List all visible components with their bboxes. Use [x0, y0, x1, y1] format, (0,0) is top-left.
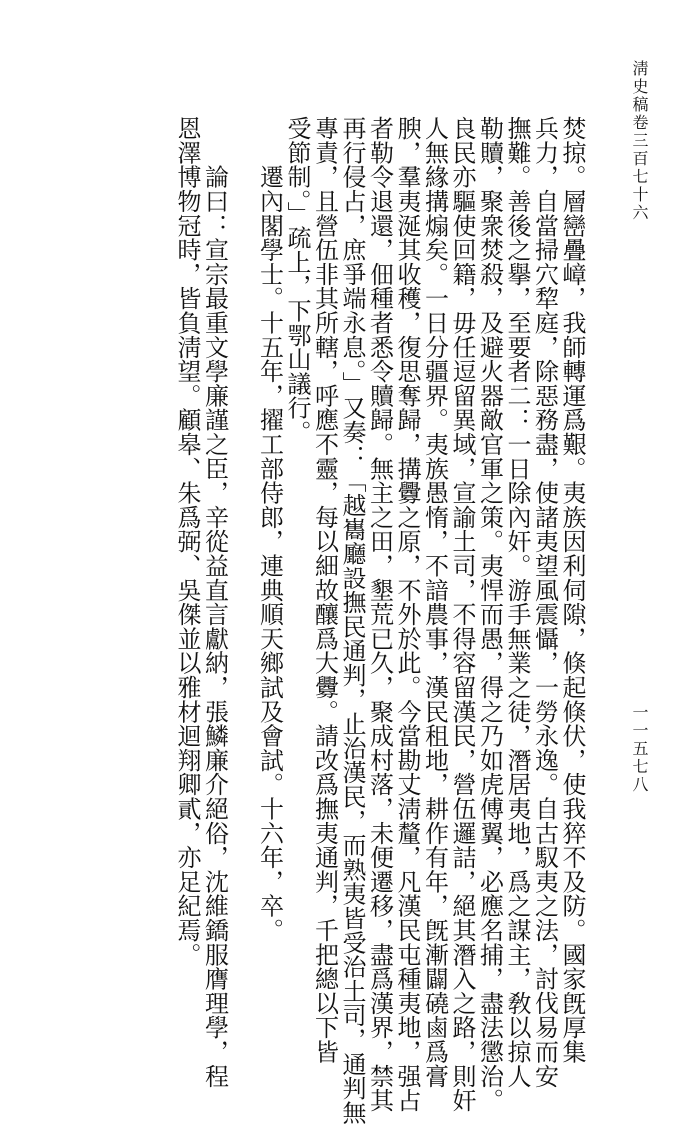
- text-column: 論曰：宣宗最重文學廉謹之臣，辛從益直言獻納，張鱗廉介絕俗，沈維鐈服膺理學，程: [200, 116, 229, 1088]
- text-column: 者勒令退還，佃種者悉令贖歸。無主之田，墾荒已久，聚成村落，未便遷移，盡爲漢界，禁其: [365, 116, 394, 1113]
- text-column: 焚掠。層巒疊嶂，我師轉運爲艱。夷族因利伺隙，倏起倏伏，使我猝不及防。國家旣厚集: [558, 116, 586, 1064]
- blank-column: [228, 116, 256, 936]
- text-column: 腴，羣夷涎其收穫，復思奪歸，搆釁之原，不外於此。今當勘丈淸釐，凡漢民屯種夷地，强占: [393, 116, 421, 1113]
- text-column: 專責，且營伍非其所轄，呼應不靈，每以細故釀爲大釁。請改爲撫夷通判，千把總以下皆: [310, 116, 339, 1064]
- text-column: 兵力，自當掃穴犂庭，除惡務盡，使諸夷望風震懾，一勞永逸。自古馭夷之法，討伐易而安: [530, 116, 559, 1088]
- text-column: 受節制。」疏上，下鄂山議行。: [283, 116, 311, 445]
- page-number: 一一五七八: [630, 704, 649, 794]
- running-header-title: 淸史稿卷三百七十六: [630, 60, 649, 222]
- text-column: 勒贖，聚衆焚殺，及避火器敵官軍之策。夷悍而愚，得之乃如虎傅翼，必應名捕，盡法懲治。: [475, 116, 504, 1113]
- text-column: 再行侵占，庶爭端永息。」又奏：「越巂廳設撫民通判，止治漢民，而熟夷皆受治土司，通判無: [338, 116, 366, 1125]
- body-text: [173, 116, 586, 1125]
- text-column: 恩澤博物冠時，皆負淸望。顧皋、朱爲弼、吳傑並以雅材迴翔卿貳，亦足紀焉。: [173, 116, 201, 967]
- text-column: 遷內閣學士。十五年，擢工部侍郎，連典順天鄉試及會試。十六年，卒。: [255, 116, 284, 943]
- text-column: 撫難。善後之擧，至要者二：一日除內奸。游手無業之徒，潛居夷地，爲之謀主，敎以掠人: [503, 116, 531, 1088]
- text-column: 良民亦驅使回籍，毋任逗留異域，宣諭土司，不得容留漢民，營伍邏詰，絕其潛入之路，則奸: [448, 116, 476, 1113]
- text-column: 人無緣搆煽矣。一日分疆界。夷族愚惰，不諳農事，漢民租地，耕作有年，旣漸闢磽鹵爲膏: [420, 116, 449, 1088]
